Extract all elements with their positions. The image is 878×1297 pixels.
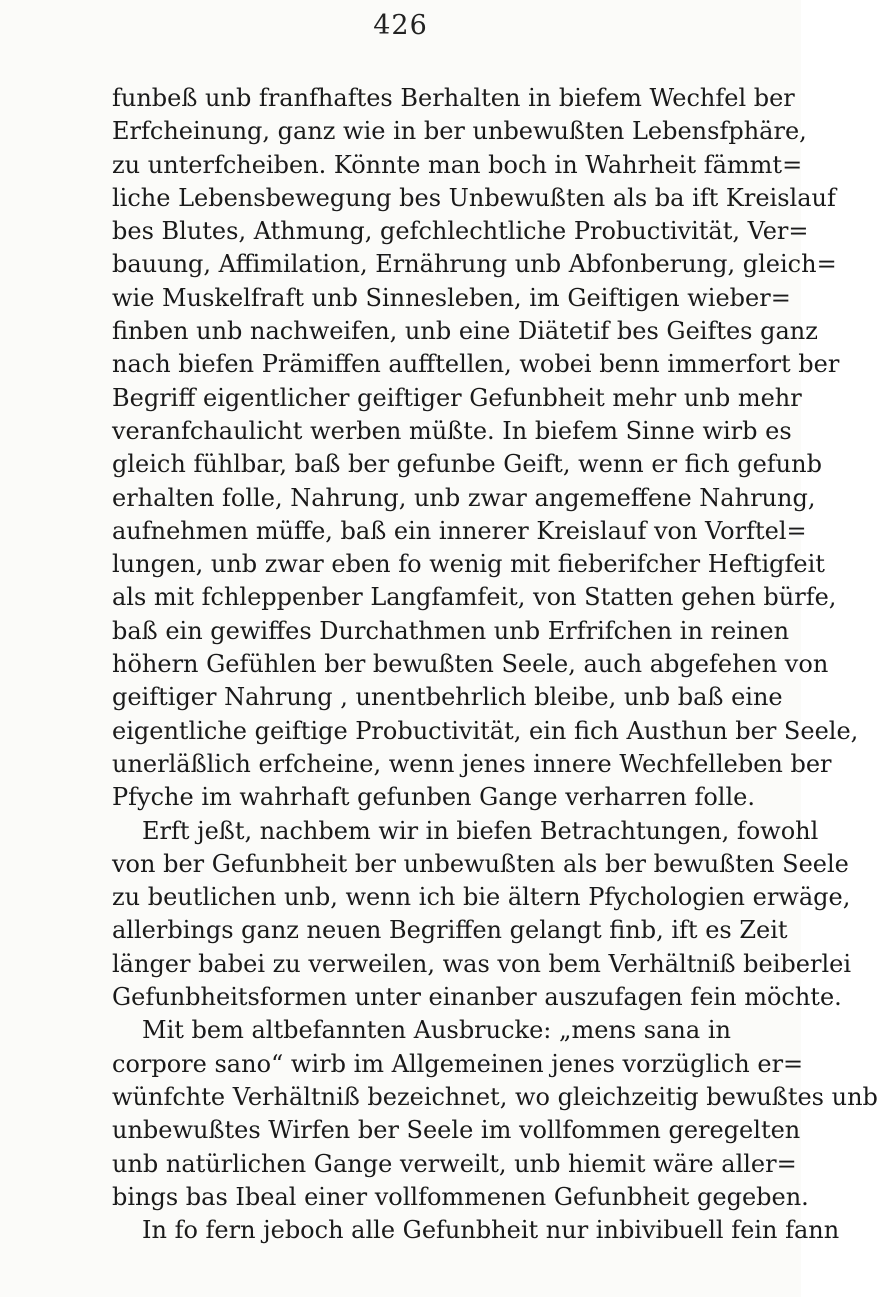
text-line: unbewußtes Wirfen ber Seele im vollfommen geregelten <box>112 1116 801 1145</box>
text-line: liche Lebensbewegung bes Unbewußten als ba ift Kreislauf <box>112 183 836 212</box>
text-line: unerläßlich erfcheine, wenn jenes innere Wechfelleben ber <box>112 749 832 778</box>
text-line: Mit bem altbefannten Ausbrucke: „mens sana in <box>142 1016 731 1045</box>
text-line: Begriff eigentlicher geiftiger Gefunbheit mehr unb mehr <box>112 383 802 412</box>
text-line: corpore sano“ wirb im Allgemeinen jenes vorzüglich er= <box>112 1049 804 1078</box>
text-line: aufnehmen müffe, baß ein innerer Kreislauf von Vorftel= <box>112 516 807 545</box>
text-line: In fo fern jeboch alle Gefunbheit nur inbivibuell fein fann <box>142 1216 840 1245</box>
text-line: bings bas Ibeal einer vollfommenen Gefunbheit gegeben. <box>112 1182 809 1211</box>
text-line: Pfyche im wahrhaft gefunben Gange verharren folle. <box>112 783 755 812</box>
text-line: finben unb nachweifen, unb eine Diätetif bes Geiftes ganz <box>112 317 818 346</box>
text-line: zu unterfcheiben. Könnte man boch in Wahrheit fämmt= <box>112 150 803 179</box>
text-line: bauung, Affimilation, Ernährung unb Abfonberung, gleich= <box>112 250 837 279</box>
text-line: nach biefen Prämiffen aufftellen, wobei benn immerfort ber <box>112 350 840 379</box>
text-line: zu beutlichen unb, wenn ich bie ältern Pfychologien erwäge, <box>112 883 851 912</box>
text-line: wie Muskelfraft unb Sinnesleben, im Geiftigen wieber= <box>112 283 791 312</box>
page-number: 426 <box>373 10 428 41</box>
text-line: geiftiger Nahrung , unentbehrlich bleibe, unb baß eine <box>112 683 783 712</box>
text-line: Erft jeßt, nachbem wir in biefen Betrachtungen, fowohl <box>142 816 819 845</box>
text-line: eigentliche geiftige Probuctivität, ein fich Austhun ber Seele, <box>112 716 859 745</box>
text-line: baß ein gewiffes Durchathmen unb Erfrifchen in reinen <box>112 616 790 645</box>
text-line: länger babei zu verweilen, was von bem Verhältniß beiberlei <box>112 949 851 978</box>
text-line: höhern Gefühlen ber bewußten Seele, auch abgefehen von <box>112 650 829 679</box>
text-line: erhalten folle, Nahrung, unb zwar angemeffene Nahrung, <box>112 483 816 512</box>
text-line: funbeß unb franfhaftes Berhalten in biefem Wechfel ber <box>112 84 795 112</box>
text-line: unb natürlichen Gange verweilt, unb hiemit wäre aller= <box>112 1149 797 1178</box>
text-line: wünfchte Verhältniß bezeichnet, wo gleichzeitig bewußtes unb <box>112 1082 878 1111</box>
text-line: lungen, unb zwar eben fo wenig mit fieberifcher Heftigfeit <box>112 550 825 579</box>
text-line: gleich fühlbar, baß ber gefunbe Geift, wenn er fich gefunb <box>112 450 822 479</box>
text-line: Erfcheinung, ganz wie in ber unbewußten Lebensfphäre, <box>112 117 807 146</box>
text-line: als mit fchleppenber Langfamfeit, von Statten gehen bürfe, <box>112 583 837 612</box>
text-line: bes Blutes, Athmung, gefchlechtliche Probuctivität, Ver= <box>112 217 809 246</box>
body-text <box>112 82 878 1247</box>
text-line: veranfchaulicht werben müßte. In biefem Sinne wirb es <box>112 416 792 445</box>
text-line: von ber Gefunbheit ber unbewußten als ber bewußten Seele <box>112 849 849 878</box>
text-line: Gefunbheitsformen unter einanber auszufagen fein möchte. <box>112 983 842 1012</box>
text-line: allerbings ganz neuen Begriffen gelangt finb, ift es Zeit <box>112 916 788 945</box>
